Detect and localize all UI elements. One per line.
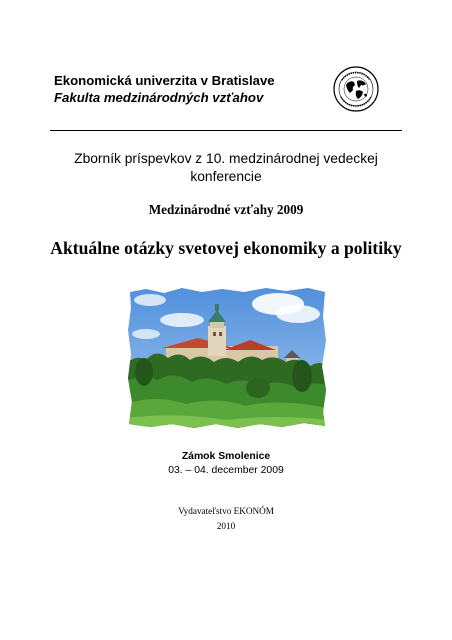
venue-name: Zámok Smolenice xyxy=(181,451,271,462)
faculty-seal-logo xyxy=(333,66,379,112)
publication-year: 2010 xyxy=(216,521,236,531)
proceedings-title: Aktuálne otázky svetovej ekonomiky a politiky xyxy=(50,238,402,258)
castle-photo xyxy=(126,286,328,430)
conference-name: Medzinárodné vzťahy 2009 xyxy=(148,202,304,217)
event-dates: 03. – 04. december 2009 xyxy=(168,465,284,476)
header-divider xyxy=(50,130,402,131)
proceedings-subtitle: Zborník príspevkov z 10. medzinárodnej vedeckej konferencie xyxy=(74,151,378,184)
publisher-name: Vydavateľstvo EKONÓM xyxy=(178,506,274,516)
faculty-name: Fakulta medzinárodných vzťahov xyxy=(54,90,264,105)
university-name: Ekonomická univerzita v Bratislave xyxy=(54,73,275,88)
